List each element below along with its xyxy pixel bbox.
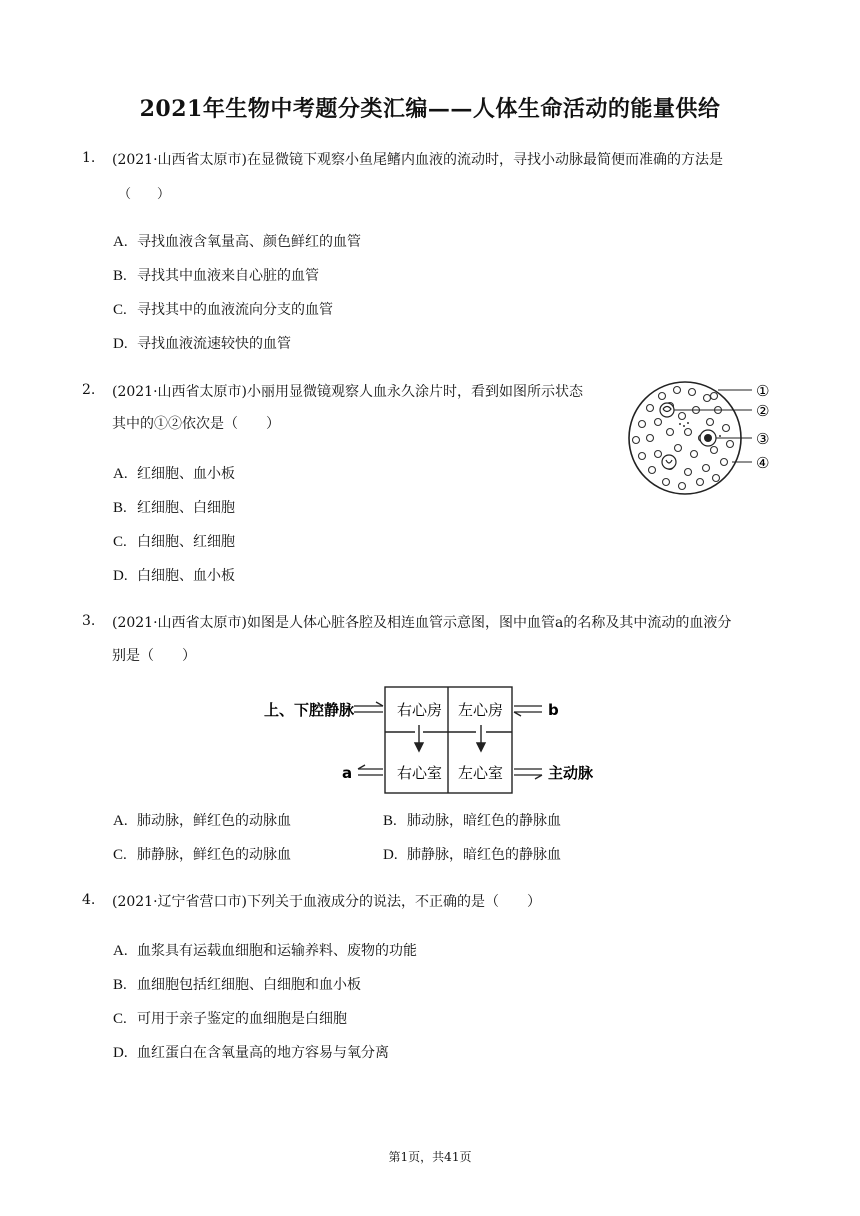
- option-text: 可用于亲子鉴定的血细胞是白细胞: [137, 1011, 347, 1027]
- question-text: (2021·山西省太原市)小丽用显微镜观察人血永久涂片时，看到如图所示状态: [112, 384, 584, 400]
- option-letter: D.: [113, 1045, 128, 1061]
- question-number: 2.: [82, 382, 96, 398]
- vessel-a-label: a: [342, 764, 353, 782]
- question-text: (2021·辽宁省营口市)下列关于血液成分的说法，不正确的是（ ）: [112, 894, 542, 910]
- option-text: 肺静脉，鲜红色的动脉血: [137, 847, 291, 863]
- option-b: [113, 497, 235, 517]
- option-letter: A.: [113, 943, 128, 959]
- option-text: 血红蛋白在含氧量高的地方容易与氧分离: [137, 1045, 389, 1061]
- option-text: 白细胞、红细胞: [137, 534, 235, 550]
- heart-diagram: [262, 683, 602, 799]
- question-text-line2: 别是（ ）: [112, 648, 196, 664]
- option-letter: C.: [113, 302, 127, 318]
- figure-label-1: ①: [756, 382, 770, 400]
- option-c: [113, 844, 291, 864]
- option-text: 红细胞、白细胞: [137, 500, 235, 516]
- aorta-label: 主动脉: [548, 764, 594, 782]
- option-c: [113, 299, 333, 319]
- option-d: [113, 333, 291, 353]
- white-blood-cell: [662, 455, 676, 469]
- option-letter: B.: [113, 268, 127, 284]
- right-atrium-label: 右心房: [397, 701, 443, 719]
- option-letter: D.: [113, 568, 128, 584]
- option-text: 肺动脉，鲜红色的动脉血: [137, 813, 291, 829]
- option-text: 寻找其中的血液流向分支的血管: [137, 302, 333, 318]
- page-number-footer: 第1页，共41页: [388, 1150, 472, 1164]
- option-letter: C.: [113, 1011, 127, 1027]
- option-letter: A.: [113, 466, 128, 482]
- question-number: 4.: [82, 892, 96, 908]
- option-text: 寻找血液流速较快的血管: [137, 336, 291, 352]
- option-a: [113, 463, 235, 483]
- valve-arrows: [415, 725, 485, 751]
- option-text: 寻找其中血液来自心脏的血管: [137, 268, 319, 284]
- vessel-b-label: b: [548, 701, 559, 719]
- option-text: 血细胞包括红细胞、白细胞和血小板: [137, 977, 361, 993]
- option-a: [113, 231, 361, 251]
- option-a: [113, 940, 417, 960]
- figure-label-2: ②: [756, 402, 770, 420]
- figure-label-3: ③: [756, 430, 770, 448]
- option-text: 红细胞、血小板: [137, 466, 235, 482]
- option-letter: B.: [113, 977, 127, 993]
- question-text-line2: 其中的①②依次是（ ）: [112, 416, 280, 432]
- question-number: 3.: [82, 613, 96, 629]
- left-ventricle-label: 左心室: [458, 764, 504, 782]
- answer-parentheses: （ ）: [118, 187, 171, 202]
- option-letter: D.: [383, 847, 398, 863]
- option-d: [383, 844, 561, 864]
- right-ventricle-label: 右心室: [397, 764, 443, 782]
- page-title: 2021年生物中考题分类汇编——人体生命活动的能量供给: [139, 96, 721, 122]
- option-c: [113, 531, 235, 551]
- option-b: [113, 265, 319, 285]
- question-text: (2021·山西省太原市)如图是人体心脏各腔及相连血管示意图，图中血管a的名称及其中流动的血液分: [112, 615, 732, 631]
- option-letter: D.: [113, 336, 128, 352]
- left-atrium-label: 左心房: [458, 701, 504, 719]
- option-a: [113, 810, 291, 830]
- option-b: [113, 974, 361, 994]
- option-text: 肺动脉，暗红色的静脉血: [407, 813, 561, 829]
- option-b: [383, 810, 561, 830]
- option-d: [113, 1042, 389, 1062]
- option-text: 肺静脉，暗红色的静脉血: [407, 847, 561, 863]
- figure-label-4: ④: [756, 454, 770, 472]
- option-letter: A.: [113, 813, 128, 829]
- option-d: [113, 565, 235, 585]
- option-text: 寻找血液含氧量高、颜色鲜红的血管: [137, 234, 361, 250]
- option-letter: B.: [383, 813, 397, 829]
- blood-smear-figure: [622, 376, 787, 500]
- option-letter: C.: [113, 847, 127, 863]
- question-number: 1.: [82, 150, 96, 166]
- option-text: 白细胞、血小板: [137, 568, 235, 584]
- option-letter: C.: [113, 534, 127, 550]
- white-blood-cell: [660, 403, 674, 417]
- option-text: 血浆具有运载血细胞和运输养料、废物的功能: [137, 943, 417, 959]
- vena-cava-label: 上、下腔静脉: [264, 701, 355, 719]
- option-letter: B.: [113, 500, 127, 516]
- question-text: (2021·山西省太原市)在显微镜下观察小鱼尾鳍内血液的流动时，寻找小动脉最简便而准确的方法是: [112, 152, 724, 168]
- option-c: [113, 1008, 347, 1028]
- option-letter: A.: [113, 234, 128, 250]
